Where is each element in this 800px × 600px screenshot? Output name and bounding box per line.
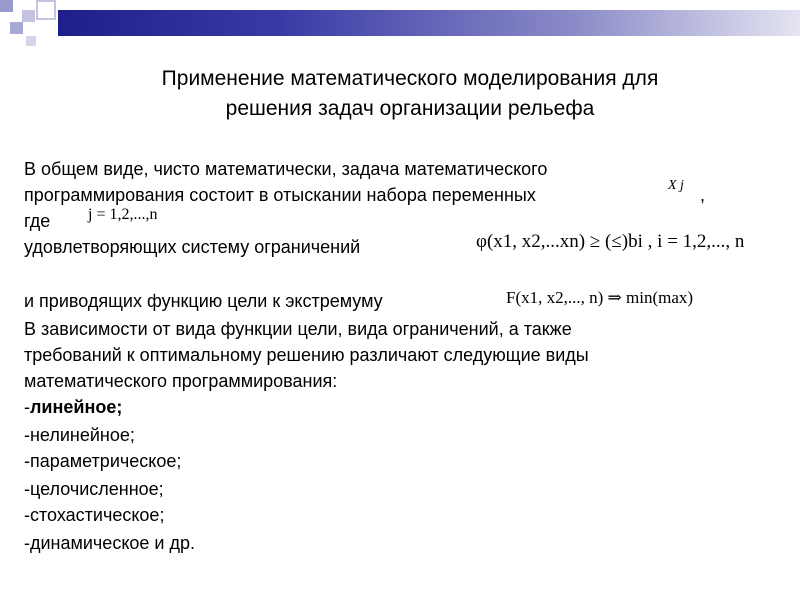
list-item: -целочисленное; — [24, 479, 164, 499]
list-item — [24, 394, 122, 420]
list-item: -стохастическое; — [24, 505, 165, 525]
formula-xj: X j — [668, 178, 684, 193]
text-line: В зависимости от вида функции цели, вида ограничений, а также — [24, 319, 572, 339]
list-item-bold: линейное; — [30, 397, 123, 417]
decor-square — [36, 0, 56, 20]
title-line: Применение математического моделирования для — [161, 67, 659, 90]
list-item: -динамическое и др. — [24, 533, 195, 553]
formula-objective: F(x1, x2,..., n) ⇒ min(max) — [506, 288, 694, 307]
text-line: где — [24, 211, 51, 231]
text-line: и приводящих функцию цели к экстремуму — [24, 291, 383, 311]
text-line: В общем виде, чисто математически, задача математического — [24, 159, 548, 179]
decor-square — [22, 10, 35, 22]
list-item: -параметрическое; — [24, 451, 182, 471]
formula-j-range: j = 1,2,...,n — [88, 206, 158, 223]
formula-constraint: φ(x1, x2,...xn) ≥ (≤)bi , i = 1,2,..., n — [476, 231, 745, 252]
list-prefix: - — [24, 397, 30, 417]
decor-square — [26, 36, 36, 46]
text-line: требований к оптимальному решению различают следующие виды — [24, 345, 589, 365]
decor-square — [10, 22, 23, 34]
text-line: математического программирования: — [24, 371, 338, 391]
title-line: решения задач организации рельефа — [225, 97, 595, 120]
text-comma: , — [700, 185, 706, 205]
text-line: удовлетворяющих систему ограничений — [24, 237, 361, 257]
header-bar — [58, 10, 800, 36]
slide-title — [60, 64, 760, 124]
text-segment: программирования состоит в отыскании набора переменных — [24, 185, 536, 205]
decor-square — [0, 0, 13, 12]
list-item: -нелинейное; — [24, 425, 135, 445]
